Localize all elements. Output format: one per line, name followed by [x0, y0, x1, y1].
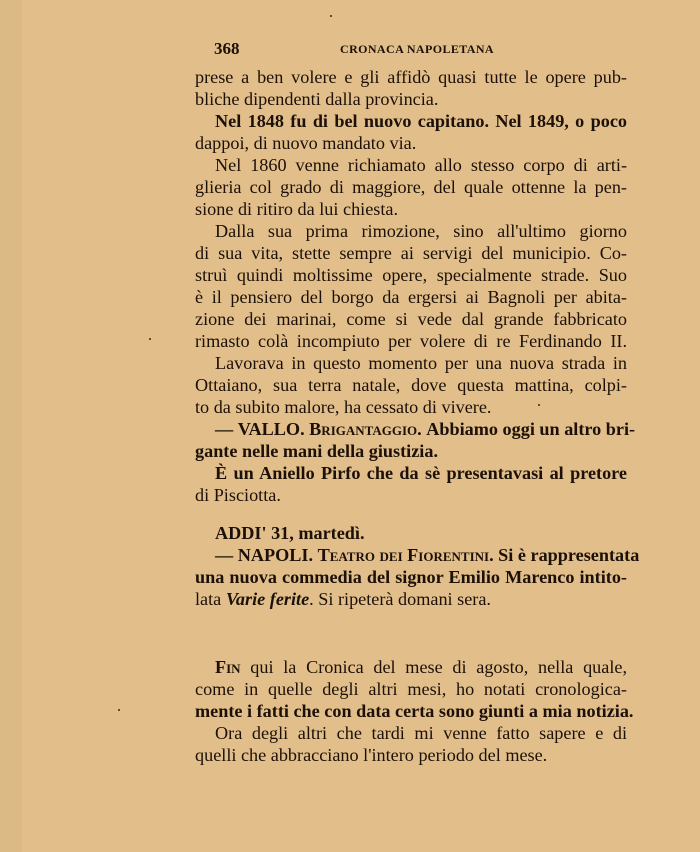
page-number: 368 [214, 39, 240, 58]
text-line: dappoi, di nuovo mandato via. [195, 133, 417, 153]
page-edge-shade [0, 0, 22, 852]
news-topic: Teatro dei Fiorentini. [317, 545, 494, 565]
text-line: rimasto colà incompiuto per volere di re Ferdinando II. [195, 331, 627, 351]
text-line: è il pensiero del borgo da ergersi ai Bagnoli per abita- [195, 287, 627, 307]
text-line: Ora degli altri che tardi mi venne fatto sapere e di [215, 723, 627, 743]
em-dash: — [215, 545, 234, 565]
news-text: Abbiamo oggi un altro bri- [426, 419, 636, 439]
running-head: CRONACA NAPOLETANA [340, 42, 494, 56]
paper-speck [118, 709, 120, 711]
text-line [195, 656, 627, 678]
text-line: prese a ben volere e gli affidò quasi tutte le opere pub- [195, 67, 627, 87]
vallo-news-line [195, 418, 636, 440]
text-fragment: . Si ripeterà domani sera. [309, 589, 491, 609]
text-line: bliche dipendenti dalla provincia. [195, 89, 439, 109]
date-entry-block [195, 522, 640, 610]
closing-paragraph [195, 656, 634, 766]
place-name: VALLO. [237, 419, 305, 439]
napoli-news-line [195, 544, 640, 566]
text-line: di Pisciotta. [195, 485, 281, 505]
text-line: Dalla sua prima rimozione, sino all'ultimo giorno [215, 221, 627, 241]
text-line [195, 588, 627, 610]
place-name: NAPOLI. [237, 545, 314, 565]
text-line: struì quindi moltissime opere, specialmente strade. Suo [195, 265, 627, 285]
text-line: glieria col grado di maggiore, del quale ottenne la pen- [195, 177, 627, 197]
em-dash: — [215, 419, 234, 439]
text-line: quelli che abbracciano l'intero periodo del mese. [195, 745, 548, 765]
news-text: Si è rappresentata [498, 545, 640, 565]
play-title: Varie ferite [225, 589, 310, 609]
text-fragment: lata [195, 589, 222, 609]
main-text-block [195, 66, 636, 506]
text-line: Nel 1860 venne richiamato allo stesso corpo di arti- [215, 155, 627, 175]
text-line: Ottaiano, sua terra natale, dove questa mattina, colpi- [195, 375, 627, 395]
text-line: sione di ritiro da lui chiesta. [195, 199, 399, 219]
text-line: gante nelle mani della giustizia. [195, 441, 439, 461]
text-line: Nel 1848 fu di bel nuovo capitano. Nel 1849, o poco [215, 111, 627, 131]
text-line: Lavorava in questo momento per una nuova strada in [215, 353, 627, 373]
text-line: una nuova commedia del signor Emilio Marenco intito- [195, 567, 627, 587]
paper-speck [149, 338, 151, 340]
page-header [214, 39, 634, 59]
news-topic: Brigantaggio. [309, 419, 422, 439]
text-line: di sua vita, stette sempre ai servigi del municipio. Co- [195, 243, 627, 263]
text-fragment: qui la Cronica del mese di agosto, nella quale, [250, 657, 628, 677]
small-caps-opening: Fin [215, 657, 241, 677]
paper-speck [538, 404, 540, 406]
text-line: mente i fatti che con data certa sono giunti a mia notizia. [195, 701, 634, 721]
text-line: zione dei marinai, come si vede dal grande fabbricato [195, 309, 627, 329]
paper-speck [330, 15, 332, 17]
text-line: come in quelle degli altri mesi, ho notati cronologica- [195, 679, 627, 699]
text-line: to da subito malore, ha cessato di vivere. [195, 397, 492, 417]
text-line: È un Aniello Pirfo che da sè presentavasi al pretore [215, 463, 627, 483]
date-heading: ADDI' 31, martedì. [215, 523, 365, 543]
